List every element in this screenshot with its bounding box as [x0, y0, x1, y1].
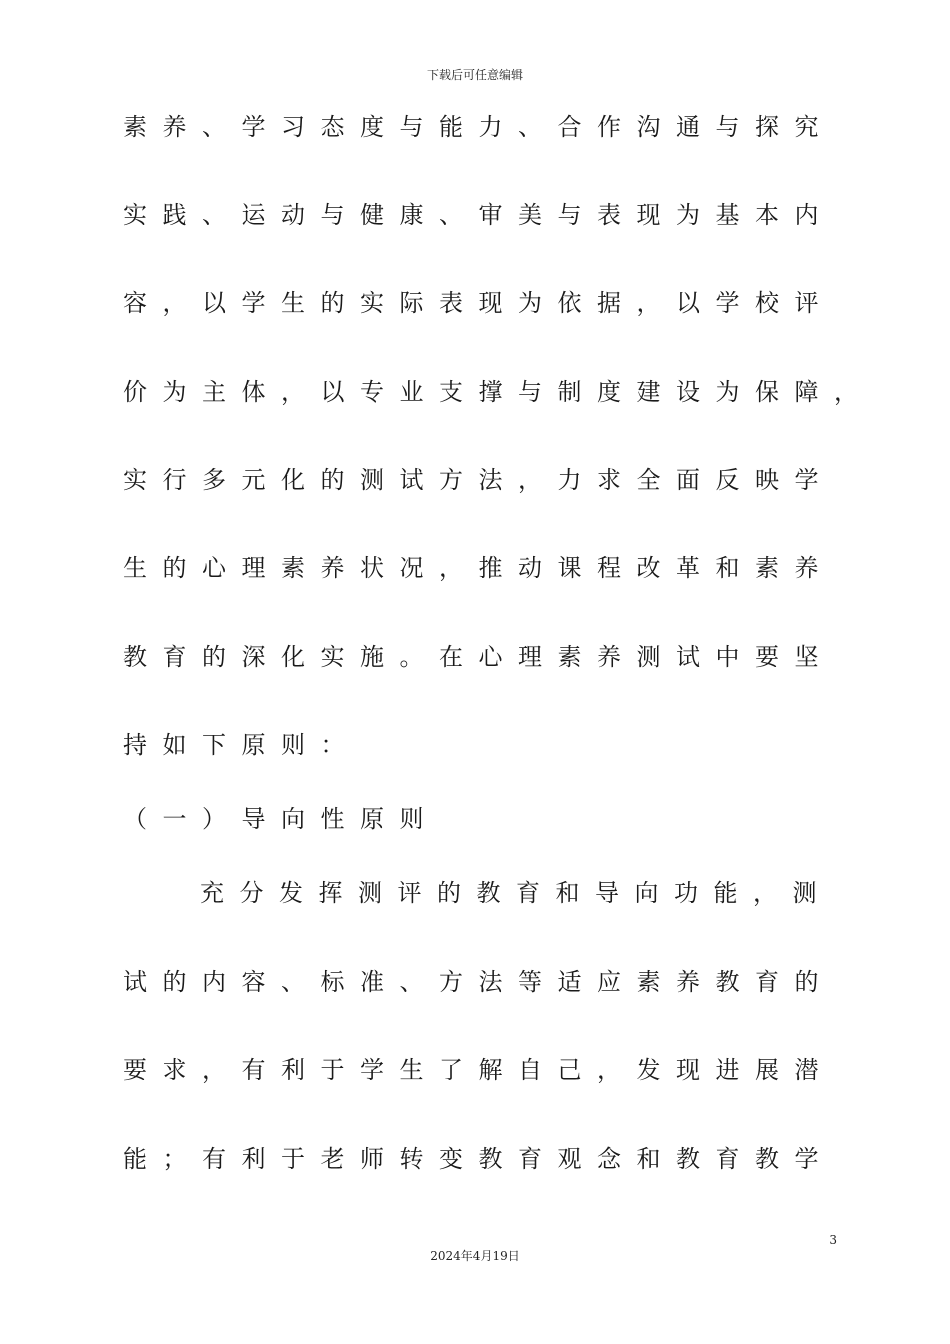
body-text-line: 容，以学生的实际表现为依据，以学校评 [123, 289, 834, 317]
body-text-line: 实践、运动与健康、审美与表现为基本内 [123, 201, 834, 229]
body-text-line: 持如下原则： [123, 731, 360, 759]
footer-date: 2024年4月19日 [430, 1249, 520, 1263]
body-text-line: 要求，有利于学生了解自己，发现进展潜 [123, 1056, 834, 1084]
body-text-line: 能；有利于老师转变教育观念和教育教学 [123, 1145, 834, 1173]
body-text-line: 试的内容、标准、方法等适应素养教育的 [123, 968, 834, 996]
page-header: 下载后可任意编辑 [426, 68, 523, 82]
body-text-line: 实行多元化的测试方法，力求全面反映学 [123, 466, 834, 494]
page-number: 3 [829, 1233, 837, 1247]
body-text-line: 教育的深化实施。在心理素养测试中要坚 [123, 643, 834, 671]
body-text-line: 素养、学习态度与能力、合作沟通与探究 [123, 113, 834, 141]
body-text-line: 生的心理素养状况，推动课程改革和素养 [123, 554, 834, 582]
section-heading: （一）导向性原则 [123, 805, 439, 833]
body-text-line: 价为主体，以专业支撑与制度建设为保障， [123, 378, 874, 406]
paragraph-first-line: 充分发挥测评的教育和导向功能，测 [200, 879, 832, 907]
